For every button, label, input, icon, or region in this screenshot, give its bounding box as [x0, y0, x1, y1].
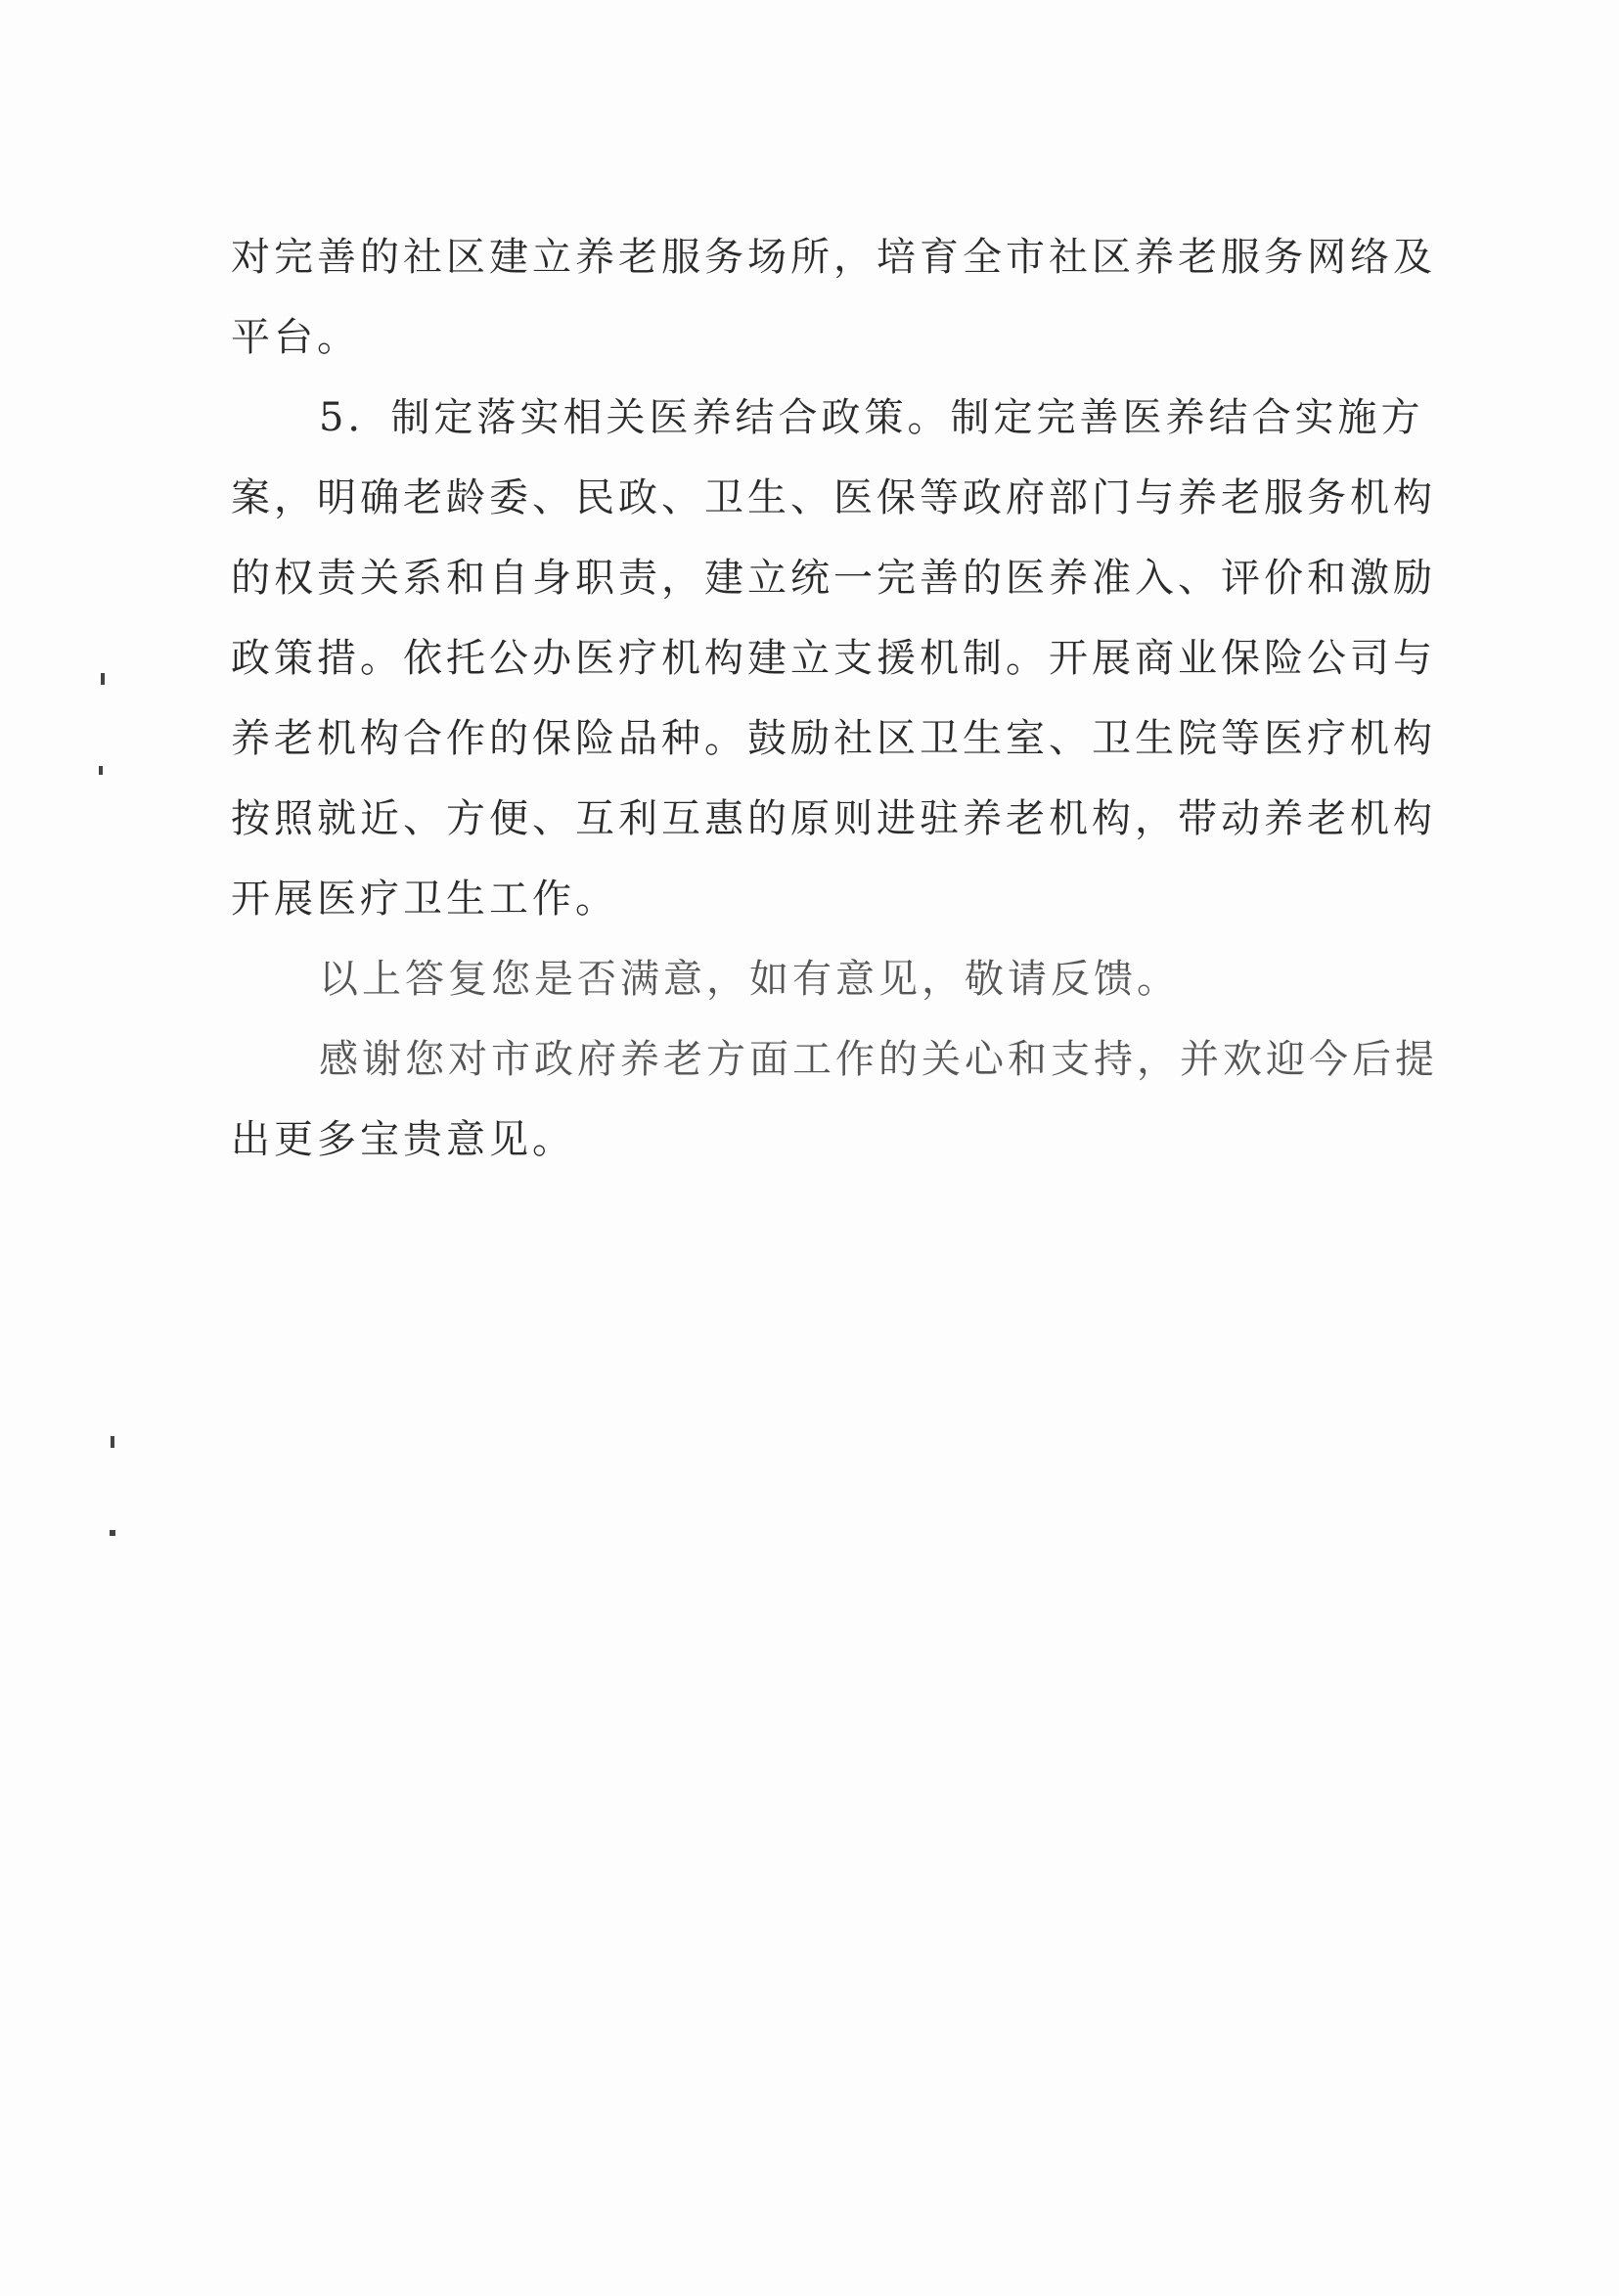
- paragraph-4-line-2: 出更多宝贵意见。: [231, 1117, 575, 1162]
- paragraph-2-line-4: 政策措。依托公办医疗机构建立支援机制。开展商业保险公司与: [231, 636, 1436, 681]
- letter-body: [231, 217, 1444, 1180]
- paragraph-2-line-3: 的权责关系和自身职责，建立统一完善的医养准入、评价和激励: [231, 556, 1436, 601]
- binding-hole-mark: [110, 1530, 115, 1536]
- paragraph-1-line-1: 对完善的社区建立养老服务场所，培育全市社区养老服务网络及: [231, 235, 1436, 280]
- binding-hole-mark: [101, 673, 105, 685]
- paragraph-2-line-6: 按照就近、方便、互利互惠的原则进驻养老机构，带动养老机构: [231, 796, 1436, 841]
- paragraph-2-line-7: 开展医疗卫生工作。: [231, 877, 618, 922]
- binding-hole-mark: [99, 766, 103, 775]
- paragraph-4-line-1: 感谢您对市政府养老方面工作的关心和支持，并欢迎今后提: [319, 1037, 1438, 1082]
- paragraph-3-line-1: 以上答复您是否满意，如有意见，敬请反馈。: [319, 957, 1180, 1002]
- paragraph-2-line-5: 养老机构合作的保险品种。鼓励社区卫生室、卫生院等医疗机构: [231, 716, 1436, 761]
- paragraph-2-line-1: 5．制定落实相关医养结合政策。制定完善医养结合实施方: [319, 395, 1424, 440]
- binding-hole-mark: [111, 1436, 114, 1448]
- paragraph-2-line-2: 案，明确老龄委、民政、卫生、医保等政府部门与养老服务机构: [231, 475, 1436, 520]
- paragraph-1-line-2: 平台。: [231, 315, 360, 360]
